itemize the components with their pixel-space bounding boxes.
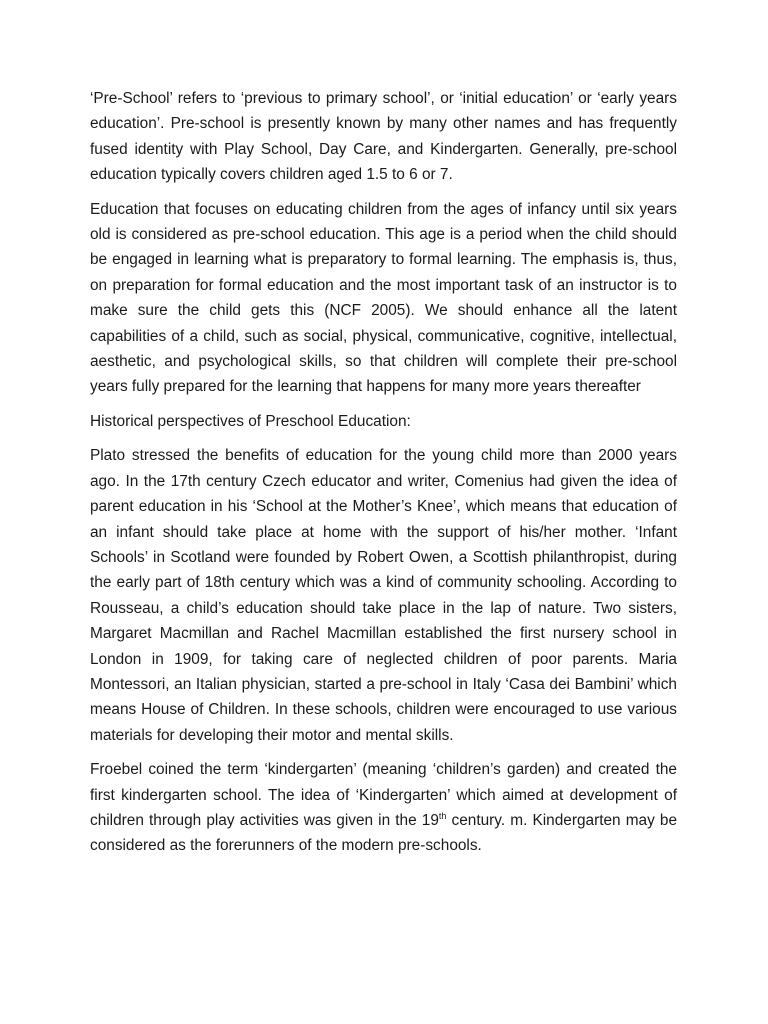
section-heading-historical-perspectives: Historical perspectives of Preschool Education: [90,412,411,430]
document-page [90,86,677,868]
paragraph-preschool-definition: ‘Pre-School’ refers to ‘previous to primary school’, or ‘initial education’ or ‘early years education’. Pre-school is presently known by many other names and has frequently fused identity with Play School, Day Care, and Kindergarten. Generally, pre-school education typically covers children aged 1.5 to 6 or 7. [90,90,677,184]
froebel-text-end: century. m. Kindergarten may be considered as the forerunners of the modern pre-schools. [90,811,678,855]
paragraph-froebel-kindergarten [90,757,677,859]
paragraph-historical-figures: Plato stressed the benefits of education for the young child more than 2000 years ago. In the 17th century Czech educator and writer, Comenius had given the idea of parent education in his ‘School at the Mother’s Knee’, which means that education of an infant should take place at home with the support of his/her mother. ‘Infant Schools’ in Scotland were founded by Robert Owen, a Scottish philanthropist, during the early part of 18th century which was a kind of community schooling. According to Rousseau, a child’s education should take place in the lap of nature. Two sisters, Margaret Macmillan and Rachel Macmillan established the first nursery school in London in 1909, for taking care of neglected children of poor parents. Maria Montessori, an Italian physician, started a pre-school in Italy ‘Casa dei Bambini’ which means House of Children. In these schools, children were encouraged to use various materials for developing their motor and mental skills. [90,447,677,744]
paragraph-preschool-education: Education that focuses on educating children from the ages of infancy until six years old is considered as pre-school education. This age is a period when the child should be engaged in learning what is preparatory to formal learning. The emphasis is, thus, on preparation for formal education and the most important task of an instructor is to make sure the child gets this (NCF 2005). We should enhance all the latent capabilities of a child, such as social, physical, communicative, cognitive, intellectual, aesthetic, and psychological skills, so that children will complete their pre-school years fully prepared for the learning that happens for many more years thereafter [90,200,677,396]
superscript-th: th [438,810,447,821]
froebel-text-start: Froebel coined the term ‘kindergarten’ (meaning ‘children’s garden) and created the first kindergarten school. The idea of ‘Kindergarten’ which aimed at development of children through play activities was given in the 19 [90,761,677,829]
